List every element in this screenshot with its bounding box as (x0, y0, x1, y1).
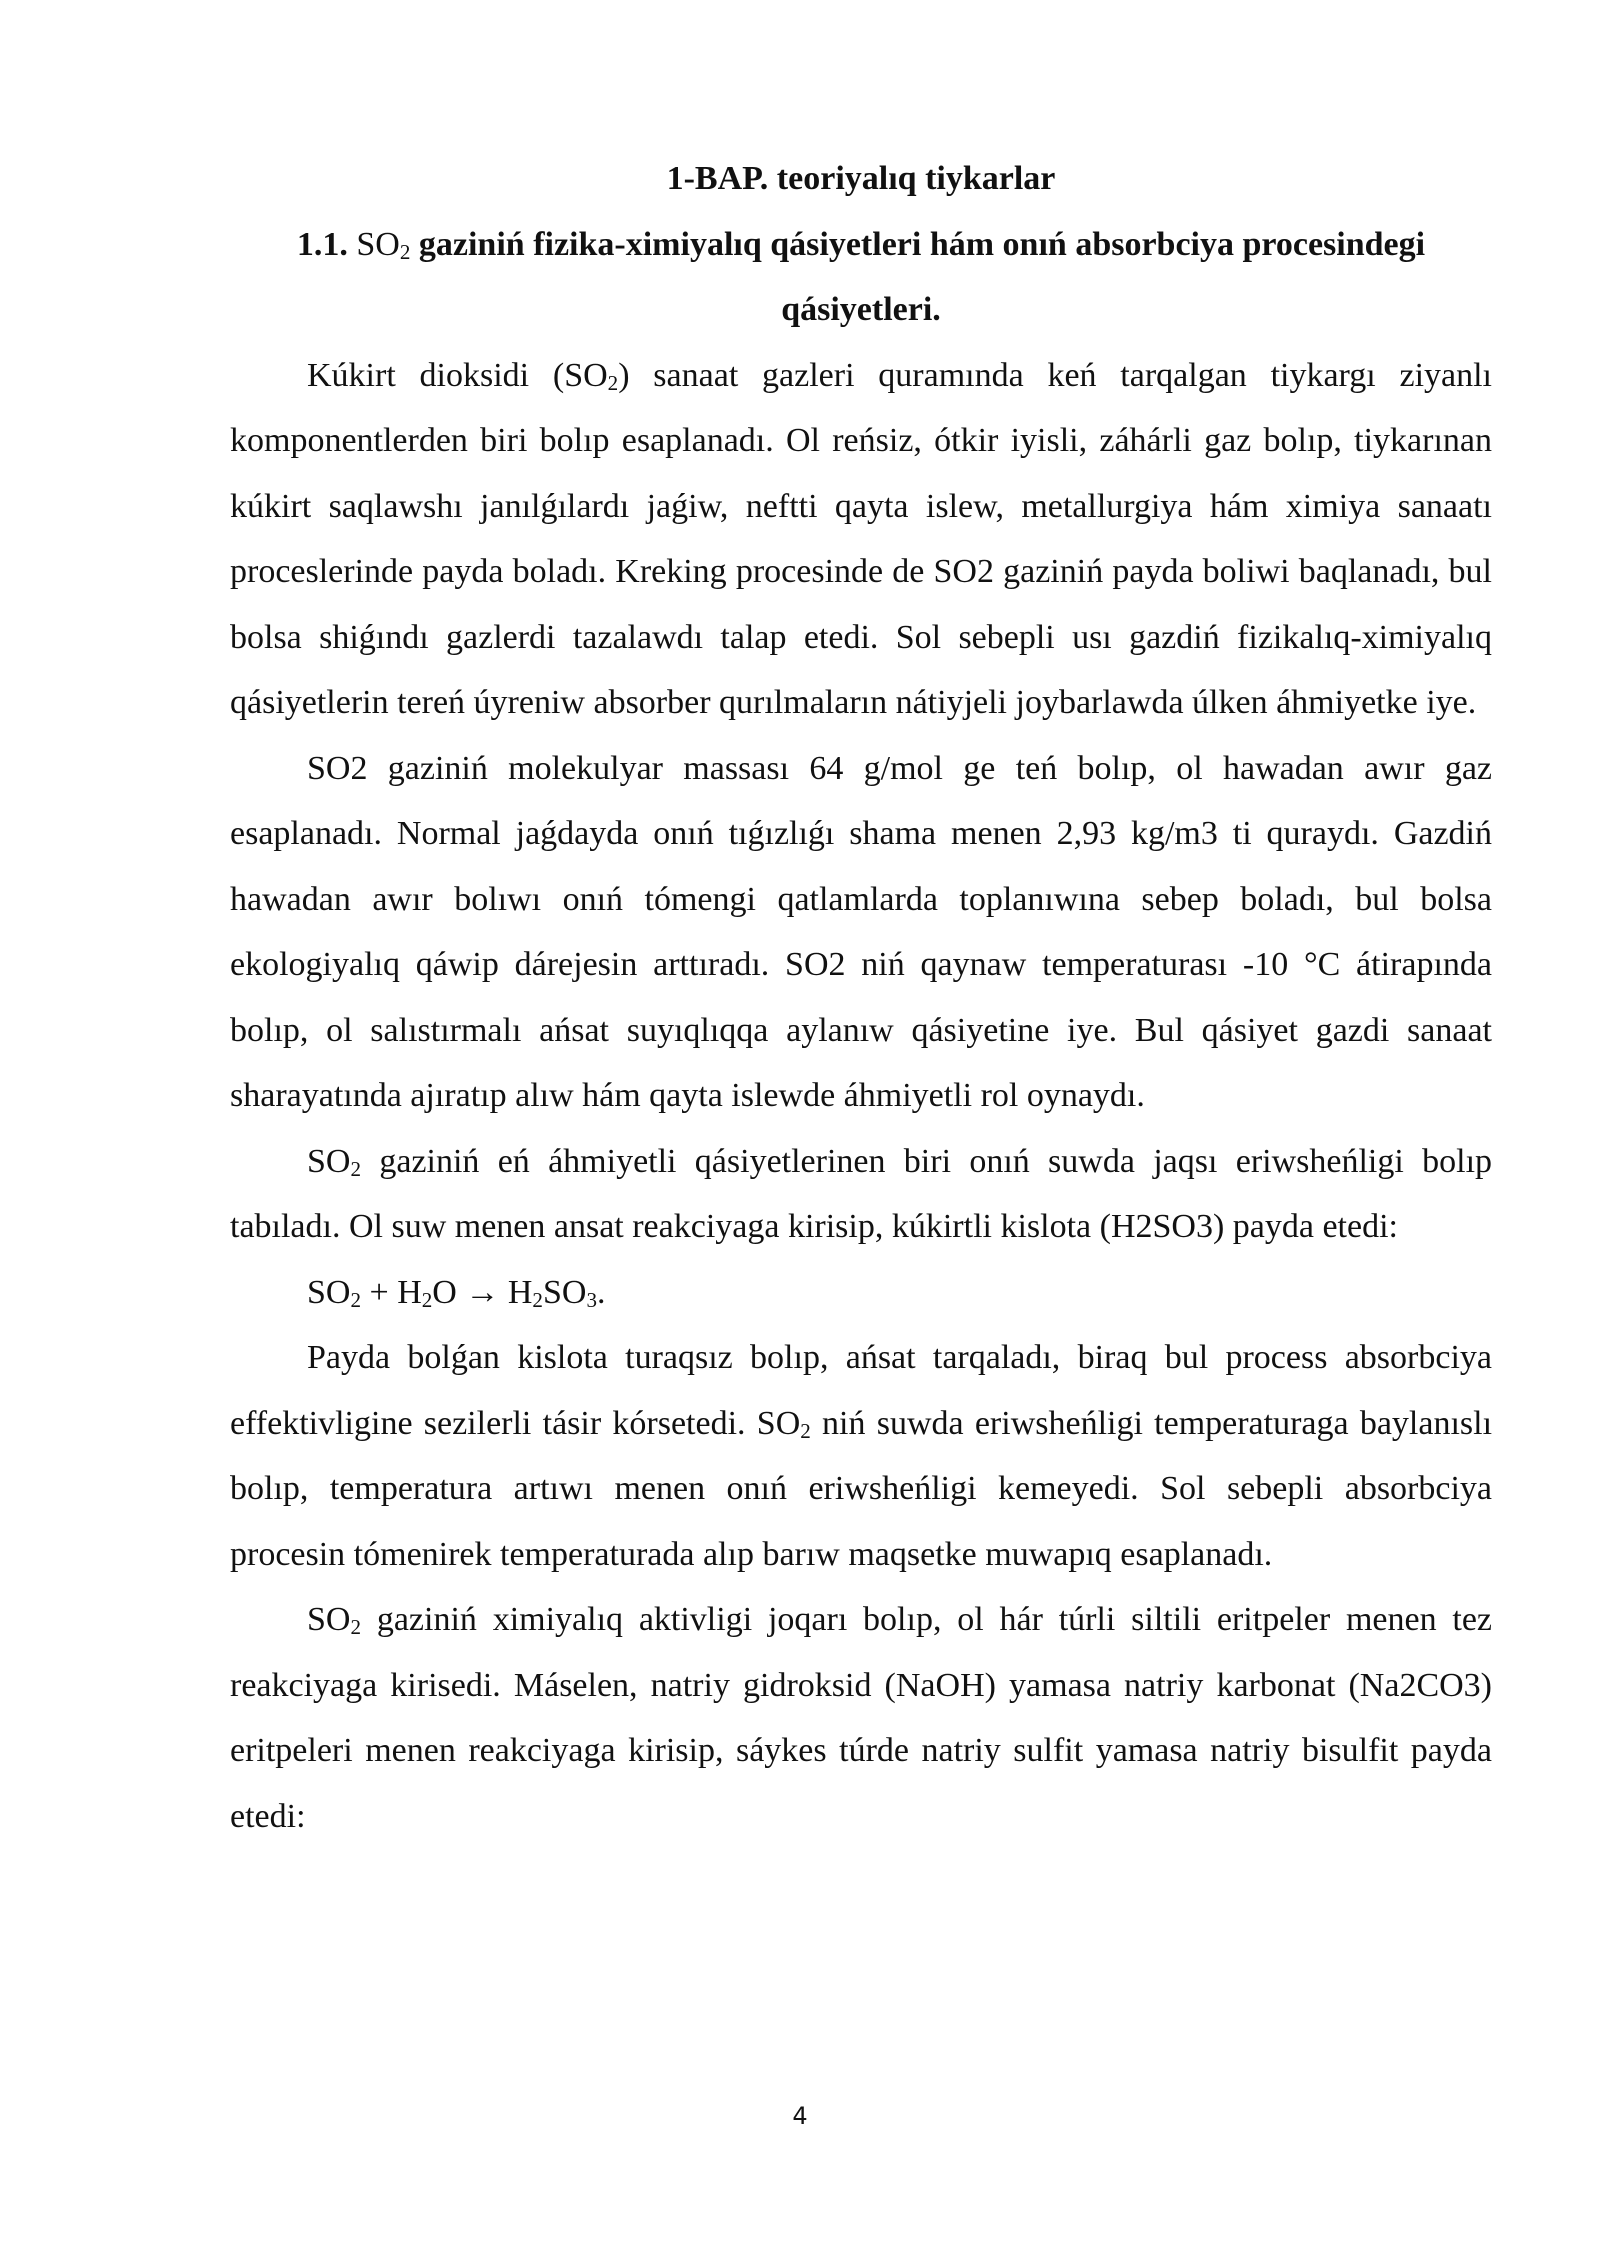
page-number: 4 (792, 2102, 808, 2130)
so2-formula: $SO_2$ (356, 225, 411, 264)
reaction-equation: $SO_2 + H_2O \to H_2SO_3$. (307, 1273, 606, 1312)
paragraph-4: Payda bolǵan kislota turaqsız bolıp, ańsat tarqaladı, biraq bul process absorbciya effektivligine sezilerli tásir kórsetedi. $SO_2$ niń suwda eriwsheńligi temperaturaga baylanıslı bolıp, temperatura artıwı menen onıń eriwsheńligi kemeyedi. Sol sebepli absorbciya procesin tómenirek temperaturada alıp barıw maqsetke muwapıq esaplanadı. (230, 1339, 1493, 1573)
page-content (230, 146, 1492, 1849)
chapter-title: 1-BAP. teoriyalıq tiykarlar (666, 160, 1056, 197)
arrow-icon: → (465, 1273, 500, 1311)
paragraph-3: $SO_2$ gaziniń eń áhmiyetli qásiyetlerinen biri onıń suwda jaqsı eriwsheńligi bolıp tabıladı. Ol suw menen ansat reakciyaga kirisip, kúkirtli kislota (H2SO3) payda etedi: (230, 1142, 1493, 1245)
paragraph-5: $SO_2$ gaziniń ximiyalıq aktivligi joqarı bolıp, ol hár túrli siltili eritpeler menen tez reakciyaga kirisedi. Máselen, natriy gidroksid (NaOH) yamasa natriy karbonat (Na2CO3) eritpeleri menen reakciyaga kirisip, sáykes túrde natriy sulfit yamasa natriy bisulfit payda etedi: (230, 1601, 1493, 1835)
section-title (230, 212, 1492, 343)
section-number: 1.1. (296, 225, 348, 263)
paragraph-1: Kúkirt dioksidi $(SO_2)$ sanaat gazleri quramında keń tarqalgan tiykargı ziyanlı komponentlerden biri bolıp esaplanadı. Ol reńsiz, ótkir iyisli, záhárli gaz bolıp, tiykarınan kúkirt saqlawshı janılǵılardı jaǵiw, neftti qayta islew, metallurgiya hám ximiya sanaatı proceslerinde payda boladı. Kreking procesinde de SO2 gaziniń payda boliwi baqlanadı, bul bolsa shiǵındı gazlerdi tazalawdı talap etedi. Sol sebepli usı gazdiń fizikalıq-ximiyalıq qásiyetlerin tereń úyreniw absorber qurılmaların nátiyjeli joybarlawda úlken áhmiyetke iye. (230, 356, 1492, 721)
paragraph-2: SO2 gaziniń molekulyar massası 64 g/mol ge teń bolıp, ol hawadan awır gaz esaplanadı. Normal jaǵdayda onıń tıǵızlıǵı shama menen 2,93 kg/m3 ti quraydı. Gazdiń hawadan awır bolıwı onıń tómengi qatlamlarda toplanıwına sebep boladı, bul bolsa ekologiyalıq qáwip dárejesin arttıradı. SO2 niń qaynaw temperaturası -10 °C átirapında bolıp, ol salıstırmalı ańsat suyıqlıqqa aylanıw qásiyetine iye. Bul qásiyet gazdi sanaat sharayatında ajıratıp alıw hám qayta islewde áhmiyetli rol oynaydı. (230, 749, 1492, 1114)
section-title-text: gaziniń fizika-ximiyalıq qásiyetleri hám onıń absorbciya procesindegi qásiyetleri. (418, 225, 1426, 328)
